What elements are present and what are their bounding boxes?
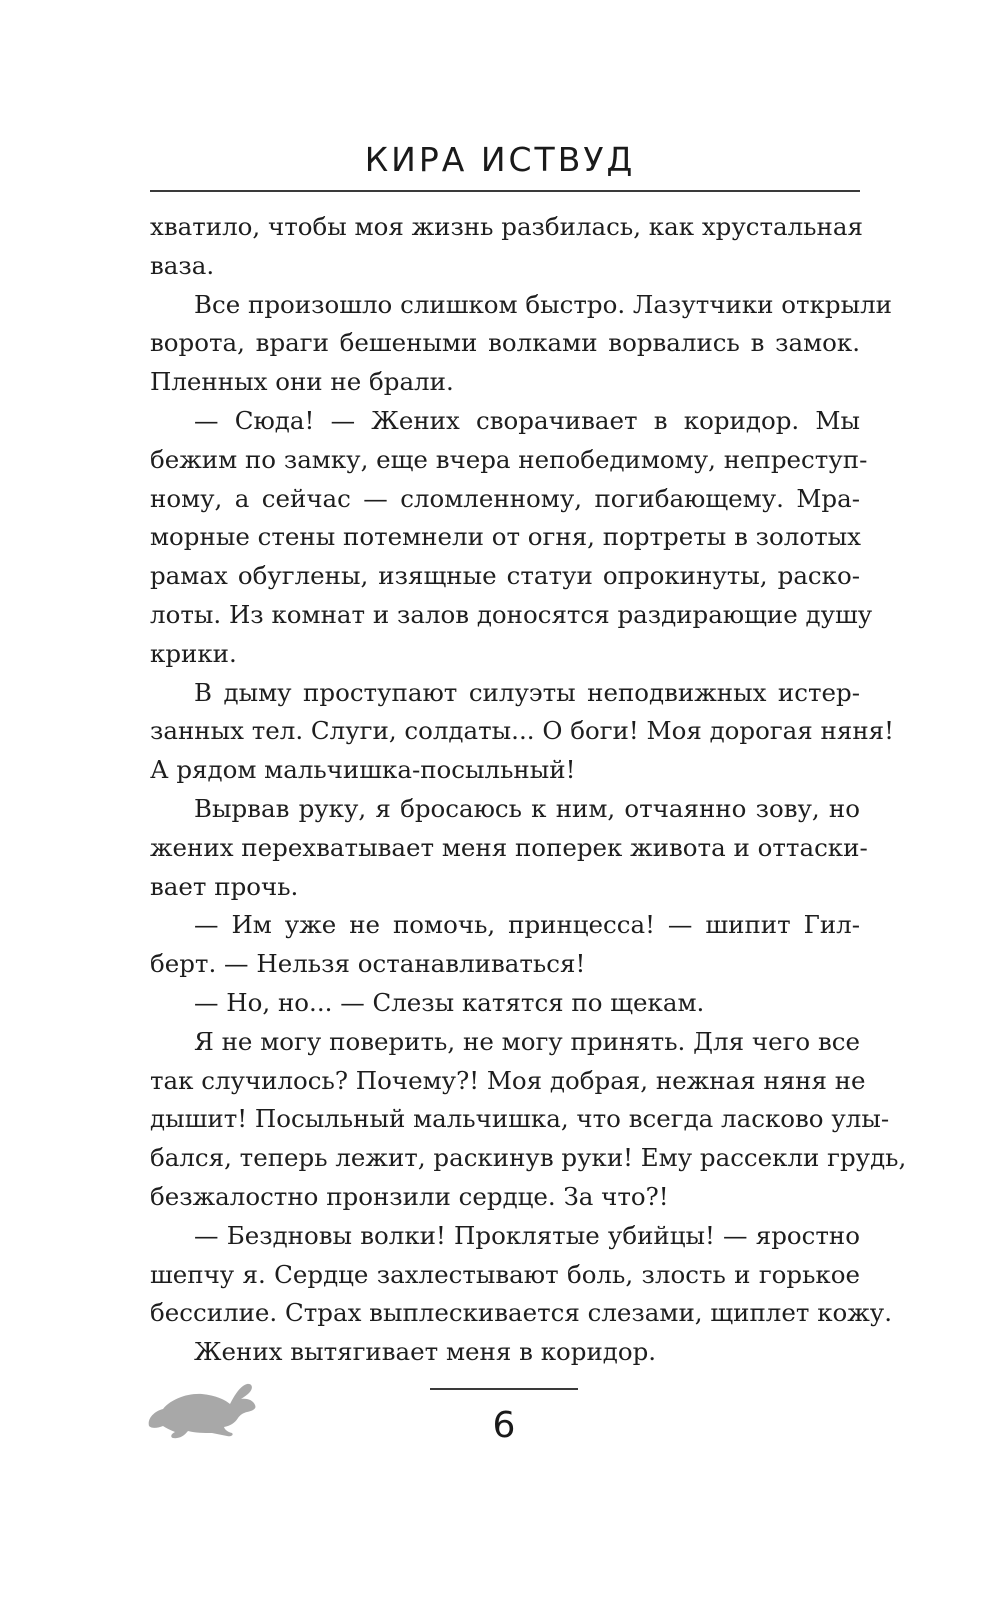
text-line: так случилось? Почему?! Моя добрая, нежная няня не [150, 1065, 866, 1095]
text-line: вает прочь. [150, 871, 299, 901]
text-line: — Им уже не помочь, принцесса! — шипит Гил- [194, 910, 860, 940]
text-line: Пленных они не брали. [150, 367, 454, 397]
text-line: лоты. Из комнат и залов доносятся раздирающие душу [150, 599, 873, 629]
text-line: жених перехватывает меня поперек живота и оттаски- [150, 832, 868, 862]
text-line: А рядом мальчишка-посыльный! [150, 755, 576, 785]
text-line: хватило, чтобы моя жизнь разбилась, как хрустальная [150, 212, 863, 241]
text-line: шепчу я. Сердце захлестывают боль, злость и горькое [150, 1259, 860, 1289]
text-line: Я не могу поверить, не могу принять. Для чего все [194, 1026, 860, 1056]
text-line: бежим по замку, еще вчера непобедимому, непреступ- [150, 444, 868, 474]
text-line: — Бездновы волки! Проклятые убийцы! — яростно [194, 1220, 860, 1250]
text-line: В дыму проступают силуэты неподвижных истер- [194, 677, 860, 707]
text-line: — Сюда! — Жених сворачивает в коридор. Мы [194, 405, 860, 435]
text-line: рамах обуглены, изящные статуи опрокинуты, раско- [150, 561, 860, 591]
text-line: ворота, враги бешеными волками ворвались в замок. [150, 328, 860, 358]
text-line: берт. — Нельзя останавливаться! [150, 949, 586, 979]
text-line: Вырвав руку, я бросаюсь к ним, отчаянно зову, но [194, 793, 860, 823]
text-line: ному, а сейчас — сломленному, погибающему. Мра- [150, 483, 860, 513]
text-line: дышит! Посыльный мальчишка, что всегда ласково улы- [150, 1104, 890, 1134]
text-line: безжалостно пронзили сердце. За что?! [150, 1181, 669, 1211]
text-line: крики. [150, 638, 237, 668]
text-line: морные стены потемнели от огня, портреты в золотых [150, 522, 861, 552]
text-line: занных тел. Слуги, солдаты... О боги! Моя дорогая няня! [150, 716, 894, 746]
header-divider [150, 190, 860, 192]
rabbit-icon [146, 1378, 258, 1440]
body-text [150, 208, 907, 1372]
text-line: бессилие. Страх выплескивается слезами, щиплет кожу. [150, 1298, 893, 1328]
text-line: — Но, но... — Слезы катятся по щекам. [194, 987, 705, 1017]
text-line: бался, теперь лежит, раскинув руки! Ему рассекли грудь, [150, 1143, 907, 1173]
text-line: Все произошло слишком быстро. Лазутчики открыли [194, 289, 892, 319]
running-head-author: КИРА ИСТВУД [364, 140, 636, 179]
text-line: ваза. [150, 250, 215, 280]
text-line: Жених вытягивает меня в коридор. [194, 1337, 657, 1367]
footer-divider [430, 1388, 578, 1390]
page-number: 6 [492, 1405, 516, 1446]
